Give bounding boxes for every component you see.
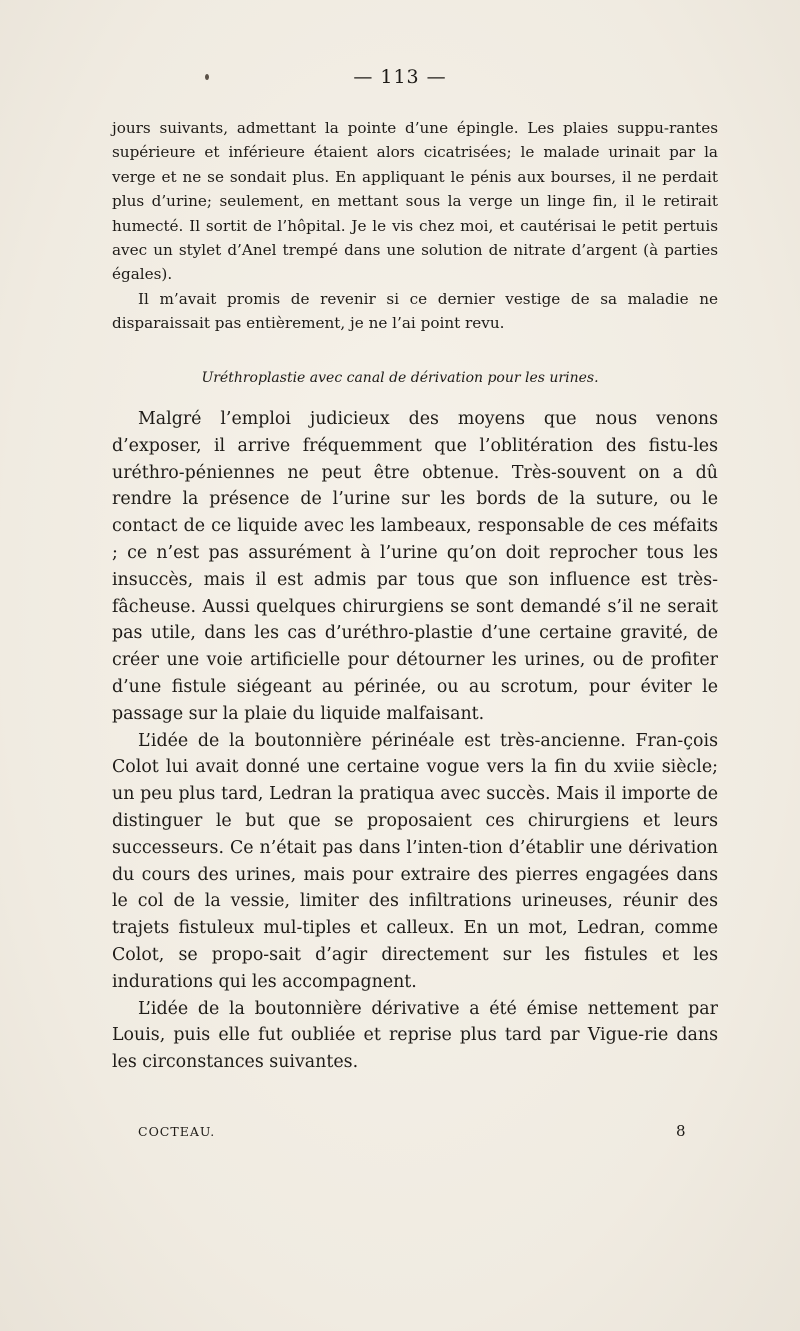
continued-case-text (112, 116, 718, 336)
case-paragraph-2: Il m’avait promis de revenir si ce dernier vestige de sa maladie ne disparaissait pas entièrement, je ne l’ai point revu. (112, 289, 718, 333)
body-paragraph-3: L’idée de la boutonnière dérivative a été émise nettement par Louis, puis elle fut oubliée et reprise plus tard par Vigue-rie dans les circonstances suivantes. (112, 998, 718, 1073)
main-text (112, 406, 718, 1076)
body-paragraph-2: L’idée de la boutonnière périnéale est très-ancienne. Fran-çois Colot lui avait donné une certaine vogue vers la fin du xviie siècle; un peu plus tard, Ledran la pratiqua avec succès. Mais il importe de distinguer le but que se proposaient ces chirurgiens et leurs successeurs. Ce n’était pas dans l’inten-tion d’établir une dérivation du cours des urines, mais pour extraire des pierres engagées dans le col de la vessie, limiter des infiltrations urineuses, réunir des trajets fistuleux mul-tiples et calleux. En un mot, Ledran, comme Colot, se propo-sait d’agir directement sur les fistules et les indurations qui les accompagnent. (112, 730, 718, 992)
page-number: — 113 — (353, 66, 447, 88)
case-paragraph-1: jours suivants, admettant la pointe d’une épingle. Les plaies suppu-rantes supérieure et inférieure étaient alors cicatrisées; le malade urinait par la verge et ne se sondait plus. En appliquant le pénis aux bourses, il ne perdait plus d’urine; seulement, en mettant sous la verge un linge fin, il le retirait humecté. Il sortit de l’hôpital. Je le vis chez moi, et cautérisai le petit pertuis avec un stylet d’Anel trempé dans une solution de nitrate d’argent (à parties égales). (112, 119, 718, 284)
signature-number: 8 (676, 1122, 686, 1140)
section-title: Uréthroplastie avec canal de dérivation pour les urines. (201, 370, 599, 386)
printer-signature: COCTEAU. (138, 1124, 216, 1139)
body-paragraph-1: Malgré l’emploi judicieux des moyens que nous venons d’exposer, il arrive fréquemment que l’oblitération des fistu-les uréthro-péniennes ne peut être obtenue. Très-souvent on a dû rendre la présence de l’urine sur les bords de la suture, ou le contact de ce liquide avec les lambeaux, responsable de ces méfaits ; ce n’est pas assurément à l’urine qu’on doit reprocher tous les insuccès, mais il est admis par tous que son influence est très-fâcheuse. Aussi quelques chirurgiens se sont demandé s’il ne serait pas utile, dans les cas d’uréthro-plastie d’une certaine gravité, de créer une voie artificielle pour détourner les urines, ou de profiter d’une fistule siégeant au périnée, ou au scrotum, pour éviter le passage sur la plaie du liquide malfaisant. (112, 409, 718, 724)
